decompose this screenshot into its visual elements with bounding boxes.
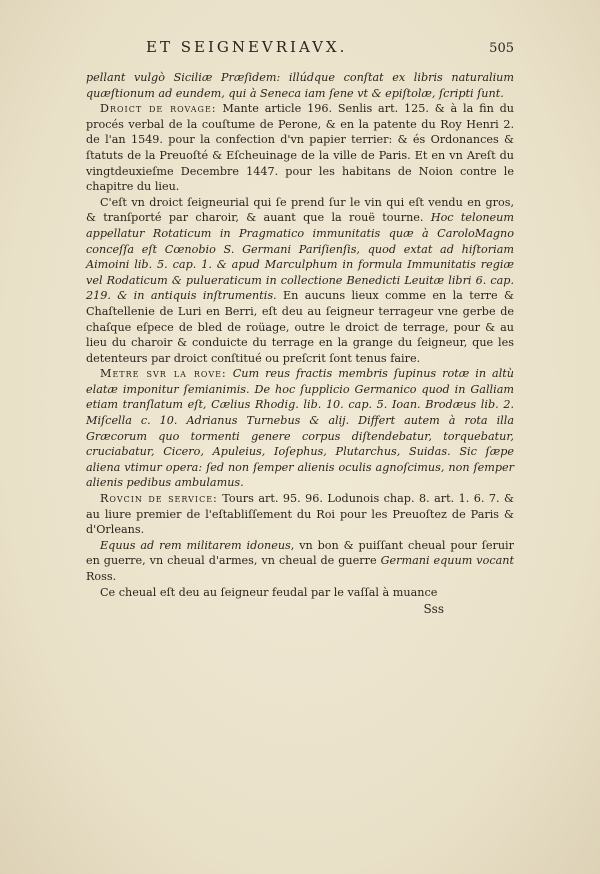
entry-heading: Droict de rovage: bbox=[100, 102, 217, 116]
latin-passage: Equus ad rem militarem idoneus bbox=[100, 538, 291, 552]
body-text: En aucuns lieux comme en la terre & Chaſtellenie de Luri en Berri, eſt deu au ſeigneur terrageur vne gerbe de chaſque eſpece de bled de roüage, outre le droict de terrage, pour & au lieu du charoir & conduicte du terrage en la grange du ſeigneur, que les detenteurs par droict conſtitué ou preſcrit ſont tenus faire. bbox=[86, 289, 514, 365]
entry-heading: Metre svr la rove: bbox=[100, 367, 227, 381]
paragraph-seneca bbox=[86, 70, 514, 101]
body-text: Ce cheual eſt deu au ſeigneur feudal par le vaſſal à muance bbox=[100, 585, 438, 599]
page-header bbox=[86, 40, 514, 70]
body-text: Ross. bbox=[86, 570, 117, 583]
latin-passage: Cum reus fractis membris ſupinus rotæ in altù elatæ imponitur ſemianimis. De hoc ſupplicio Germanico quod in Galliam etiam tranſlatum eſt, Cælius Rhodig. lib. 10. cap. 5. Ioan. Brodæus lib. 2. Miſcella c. 10. Adrianus Turnebus & alij. Differt autem à rota illa Græcorum quo tormenti genere corpus diſtendebatur, torquebatur, cruciabatur, Cicero, Apuleius, Ioſephus, Plutarchus, Suidas. Sic ſæpe aliena vtimur opera: ſed non ſemper alienis oculis agnoſcimus, non ſemper alienis pedibus ambulamus. bbox=[86, 367, 514, 490]
page-number: 505 bbox=[489, 41, 514, 56]
latin-passage: Germani equum vocant bbox=[380, 554, 514, 568]
entry-heading: Rovcin de service: bbox=[100, 492, 218, 506]
paragraph-cheval-muance bbox=[86, 585, 514, 601]
entry-text: Mante article 196. Senlis art. 125. & à la fin du procés verbal de la couſtume de Perone, & en la patente du Roy Henri 2. de l'an 1549. pour la confection d'vn papier terrier: & és Ordonances & ſtatuts de la Preuoſté & Eſcheuinage de la ville de Paris. Et en vn Areſt du vingtdeuxieſme Decembre 1447. pour les habitans de Noion contre le chapitre du lieu. bbox=[86, 102, 514, 194]
signature-mark: Sss bbox=[423, 602, 444, 617]
body-text: C'eſt vn droict ſeigneurial qui ſe prend ſur le vin qui eſt vendu en gros, & tranſporté par charoir, & auant que la rouë tourne. bbox=[86, 195, 514, 225]
body-text: , vn bon & puiſſant cheual pour ſeruir en guerre, vn cheual d'armes, vn cheual de guerre bbox=[86, 538, 514, 568]
paragraph-roucin-de-service bbox=[86, 491, 514, 538]
paragraph-droict-de-rouage bbox=[86, 101, 514, 195]
paragraph-equus bbox=[86, 538, 514, 585]
paragraph-metre-sur-la-roue bbox=[86, 366, 514, 491]
paragraph-rotaticum bbox=[86, 195, 514, 367]
entry-text: Tours art. 95. 96. Lodunois chap. 8. art. 1. 6. 7. & au liure premier de l'eſtabliſſement du Roi pour les Preuoſtez de Paris & d'Orleans. bbox=[86, 492, 514, 537]
running-title: ET SEIGNEVRIAVX. bbox=[146, 38, 348, 56]
latin-passage: pellant vulgò Siciliæ Præſidem: illúdque conſtat ex libris naturalium quæſtionum ad eundem, qui à Seneca iam ſene vt & epiſtolæ, ſcripti ſunt. bbox=[86, 71, 514, 100]
latin-passage: Hoc teloneum appellatur Rotaticum in Pragmatico immunitatis quæ à CaroloMagno conceſſa eſt Cœnobio S. Germani Pariſienſis, quod extat ad hiſtoriam Aimoini lib. 5. cap. 1. & apud Marculphum in formula Immunitatis regiæ vel Rodaticum & pulueraticum in collectione Benedicti Leuitæ libri 6. cap. 219. & in antiquis inſtrumentis. bbox=[86, 211, 514, 303]
text-block bbox=[86, 40, 514, 618]
